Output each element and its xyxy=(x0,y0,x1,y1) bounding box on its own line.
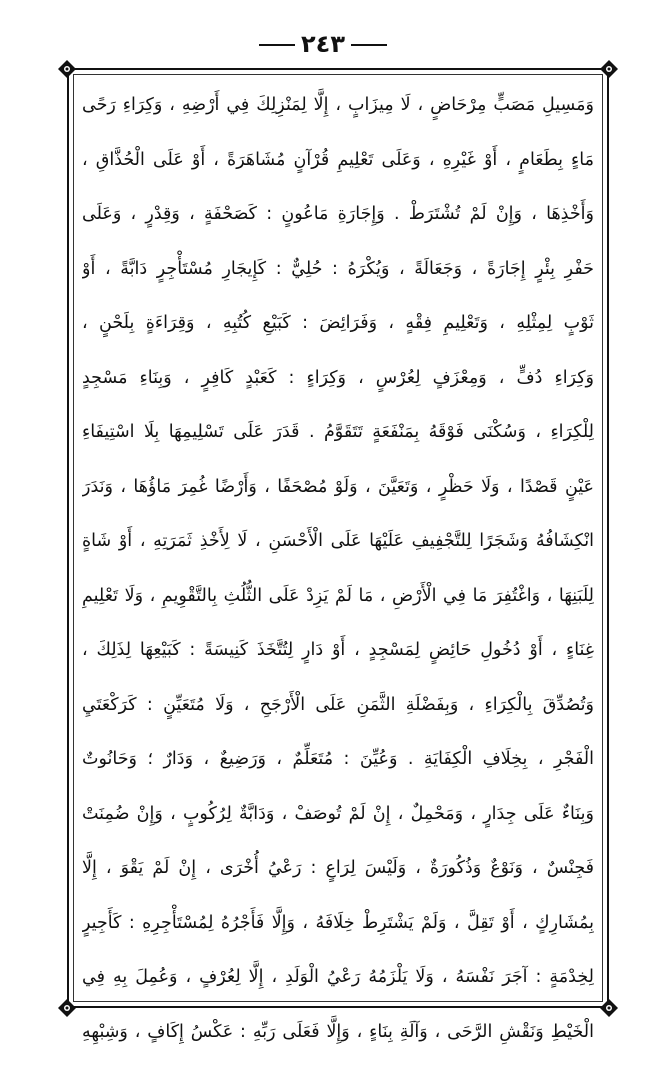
text-line: وَأَخْذِهَا ، وَإِنْ لَمْ تُشْتَرَطْ . وَإِجَارَةِ مَاعُونٍ : كَصَحْفَةٍ ، وَقِدْرٍ ، وَعَلَى xyxy=(82,204,594,224)
text-line: فَجِنْسٌ ، وَنَوْعٌ وَذُكُورَةٌ ، وَلَيْسَ لِرَاعٍ : رَعْيُ أُخْرَى ، إِنْ لَمْ يَقْوَ ، إِلَّا xyxy=(82,858,594,878)
corner-ornament-icon xyxy=(58,60,76,78)
corner-ornament-icon xyxy=(600,60,618,78)
text-line: عَيْنٍ قَصْدًا ، وَلَا حَظْرٍ ، وَتَعَيَّنَ ، وَلَوْ مُصْحَفًا ، وَأَرْضًا غُمِرَ مَاؤُهَا ، وَنَدَرَ xyxy=(82,476,594,497)
text-line: لِلْكِرَاءِ ، وَسُكْنَى فَوْقَهُ بِمَنْفَعَةٍ تَتَقَوَّمُ . قَدَرَ عَلَى تَسْلِيمِهَا بِلَا اسْتِيفَاءِ xyxy=(82,422,594,442)
text-line: ثَوْبٍ لِمِثْلِهِ ، وَتَعْلِيمِ فِقْهٍ ، وَفَرَائِضَ : كَبَيْعِ كُتُبِهِ ، وَقِرَاءَةٍ بِلَحْنٍ ، xyxy=(82,313,594,333)
text-line: وَتُصُدِّقَ بِالْكِرَاءِ ، وَبِفَضْلَةِ الثَّمَنِ عَلَى الْأَرْجَحِ ، وَلَا مُتَعَيِّنٍ : كَرَكْعَتَيِ xyxy=(82,694,594,715)
text-line: حَفْرِ بِئْرٍ إِجَارَةً ، وَجَعَالَةً ، وَيُكْرَهُ : حُلِيٌّ : كَإِيجَارِ مُسْتَأْجِرٍ دَابَّةً ، أَوْ xyxy=(82,258,594,279)
text-line: انْكِشَافُهُ وَشَجَرًا لِلتَّجْفِيفِ عَلَيْهَا عَلَى الْأَحْسَنِ ، لَا لِأَخْذِ ثَمَرَتِهِ ، أَوْ شَاةٍ xyxy=(82,531,594,551)
text-line: الْخَيْطِ وَنَقْشِ الرَّحَى ، وَآلَةِ بِنَاءٍ ، وَإِلَّا فَعَلَى رَبِّهِ : عَكْسُ إِكَافٍ ، وَشِبْهِهِ xyxy=(82,1021,594,1042)
body-text xyxy=(82,78,594,1059)
text-line: بِمُشَارِكٍ ، أَوْ تَقِلَّ ، وَلَمْ يَشْتَرِطْ خِلَافَهُ ، وَإِلَّا فَأَجْرُهُ لِمُسْتَأْجِرِهِ : كَأَجِيرٍ xyxy=(82,912,594,933)
text-line: الْفَجْرِ ، بِخِلَافِ الْكِفَايَةِ . وَعُيِّنَ : مُتَعَلِّمٌ ، وَرَضِيعٌ ، وَدَارٌ ؛ وَحَانُوتٌ xyxy=(82,749,594,769)
header-dash-right xyxy=(351,44,387,46)
header-dash-left xyxy=(259,44,295,46)
text-line: غِنَاءٍ ، أَوْ دُخُولِ حَائِضٍ لِمَسْجِدٍ ، أَوْ دَارٍ لِتُتَّخَذَ كَنِيسَةً : كَبَيْعِهَا لِذَلِكَ ، xyxy=(82,640,594,660)
corner-ornament-icon xyxy=(600,999,618,1017)
text-line: وَكِرَاءِ دُفٍّ ، وَمِعْزَفٍ لِعُرْسٍ ، وَكِرَاءٍ : كَعَبْدٍ كَافِرٍ ، وَبِنَاءِ مَسْجِدٍ xyxy=(82,367,594,388)
text-line: وَمَسِيلِ مَصَبٍّ مِرْحَاضٍ ، لَا مِيزَابٍ ، إِلَّا لِمَنْزِلِكَ فِي أَرْضِهِ ، وَكِرَاءِ رَحًى xyxy=(82,95,594,115)
page-number-text: ٢٤٣ xyxy=(301,30,345,58)
corner-ornament-icon xyxy=(58,999,76,1017)
text-line: لِخِدْمَةٍ : آجَرَ نَفْسَهُ ، وَلَا يَلْزَمُهُ رَعْيُ الْوَلَدِ ، إِلَّا لِعُرْفٍ ، وَعُمِلَ بِهِ فِي xyxy=(82,967,594,987)
text-line: وَبِنَاءٌ عَلَى جِدَارٍ ، وَمَحْمِلٌ ، إِنْ لَمْ تُوصَفْ ، وَدَابَّةٌ لِرُكُوبٍ ، وَإِنْ ضُمِنَتْ xyxy=(82,803,594,824)
text-line: لِلَبَنِهَا ، وَاغْتُفِرَ مَا فِي الْأَرْضِ ، مَا لَمْ يَزِدْ عَلَى الثُّلُثِ بِالتَّقْوِيمِ ، وَلَا تَعْلِيمِ xyxy=(82,585,594,606)
text-line: مَاءٍ بِطَعَامٍ ، أَوْ غَيْرِهِ ، وَعَلَى تَعْلِيمِ قُرْآنٍ مُشَاهَرَةً ، أَوْ عَلَى الْحُذَّاقِ ، xyxy=(82,149,594,170)
page-number xyxy=(0,30,646,58)
